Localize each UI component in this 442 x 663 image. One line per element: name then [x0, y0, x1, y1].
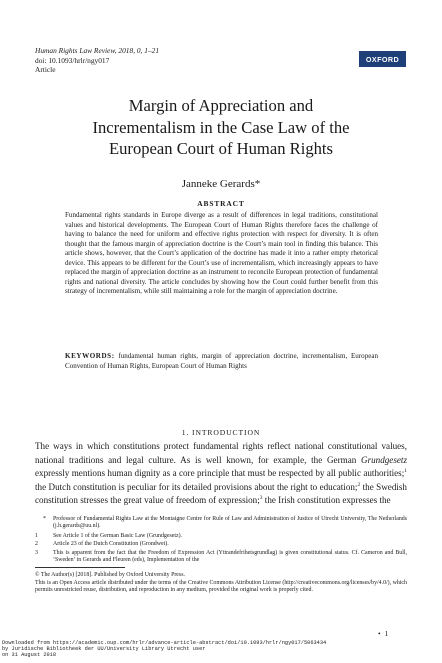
oxford-logo: OXFORD	[359, 51, 406, 67]
footnote-2	[35, 541, 407, 548]
footnote-3-text: This is apparent from the fact that the Freedom of Expression Act (Yttrandefrihetsgrundlag) is given constitutional status. Cf. Cameron and Bull, ‘Sweden’ in Gerards and Fleuren (eds), Implementation of the	[53, 550, 407, 564]
abstract-heading: ABSTRACT	[197, 199, 245, 208]
download-note-line-3: on 31 August 2018	[2, 652, 57, 659]
footnote-star-text: Professor of Fundamental Rights Law at the Montaigne Centre for Rule of Law and Administration of Justice of Utrecht University, The Netherlands (j.h.gerards@uu.nl).	[53, 516, 407, 530]
article-type: Article	[35, 65, 56, 75]
article-title	[30, 95, 412, 160]
footnote-ref-3[interactable]: 3	[259, 495, 263, 502]
keywords	[65, 352, 378, 371]
footnote-2-text: Article 23 of the Dutch Constitution (Grondwet).	[53, 541, 169, 547]
footnote-2-mark: 2	[35, 541, 38, 547]
title-line-3: European Court of Human Rights	[109, 139, 333, 158]
author-name: Janneke Gerards*	[181, 178, 261, 190]
abstract-text: Fundamental rights standards in Europe diverge as a result of differences in legal traditions, constitutional values and historical developments. The European Court of Human Rights therefore faces the challenge of having to balance the need for uniform and effective rights protection with respect for diversity. It is often thought that the famous margin of appreciation doctrine is the Court’s main tool in finding this balance. This article shows, however, that the Court’s application of the doctrine has made it into a rather empty rhetorical device. This appears to be different for the Court’s use of incrementalism, which increasingly appears to have replaced the margin of appreciation doctrine as an instrument to reconcile European protection of fundamental rights and national diversity. The article concludes by showing how the Court could further benefit from this strategy of incrementalism, while still maintaining a role for the margin of appreciation doctrine.	[65, 211, 378, 296]
section-heading: 1. INTRODUCTION	[181, 428, 261, 437]
footnote-star-mark: *	[43, 516, 46, 522]
doi: doi: 10.1093/hrlr/ngy017	[35, 55, 110, 65]
download-note-line-1: Downloaded from https://academic.oup.com/hrlr/advance-article-abstract/doi/10.1093/hrlr/ngy017/5063434	[2, 640, 327, 646]
body-text-5: the Irish constitution expresses the	[262, 495, 391, 506]
title-line-2: Incrementalism in the Case Law of the	[92, 117, 350, 137]
body-text-1: The ways in which constitutions protect fundamental rights reflect national constitutional values, national traditions and legal culture. As is well known, for example, the German	[35, 441, 407, 465]
footnote-ref-1[interactable]: 1	[404, 468, 407, 475]
footnote-3	[35, 550, 407, 565]
download-note	[2, 640, 402, 658]
title-line-1: Margin of Appreciation and	[128, 96, 314, 115]
body-text-3: the Dutch constitution is peculiar for its detailed provisions about the right to education;	[35, 481, 358, 492]
copyright-line: © The Author(s) [2018]. Published by Oxford University Press.	[35, 572, 185, 578]
page-number-value: 1	[384, 629, 389, 638]
keywords-text: fundamental human rights, margin of appreciation doctrine, incrementalism, European Convention of Human Rights, European Court of Human Rights	[65, 352, 379, 370]
license-text: This is an Open Access article distributed under the terms of the Creative Commons Attribution License (http://creativecommons.org/licenses/by/4.0/), which permits unrestricted reuse, distribution, and reproduction in any medium, provided the original work is properly cited.	[35, 579, 407, 593]
footnote-ref-2[interactable]: 2	[357, 481, 361, 488]
journal-header	[35, 46, 159, 75]
keywords-label: KEYWORDS:	[65, 352, 115, 360]
footnote-1-text: See Article 1 of the German Basic Law (Grundgesetz).	[53, 533, 183, 539]
footnote-1-mark: 1	[35, 533, 38, 539]
body-text-2: expressly mentions human dignity as a core principle that must be respected by all public authorities;	[35, 468, 405, 479]
copyright-divider	[35, 567, 125, 568]
body-text-4: the Swedish constitution stresses the great value of freedom of expression;	[35, 481, 407, 506]
page-number: • 1	[378, 629, 389, 638]
body-paragraph	[35, 440, 407, 508]
copyright-notice	[35, 572, 407, 595]
footnote-star	[35, 516, 407, 531]
journal-citation: Human Rights Law Review, 2018, 0, 1–21	[35, 46, 160, 55]
body-italic-grundgesetz: Grundgesetz	[361, 454, 407, 465]
download-note-line-2: by Juridische Bibliotheek der UU/University Library Utrecht user	[2, 646, 206, 653]
footnote-3-mark: 3	[35, 550, 38, 556]
footnote-1	[35, 533, 407, 540]
